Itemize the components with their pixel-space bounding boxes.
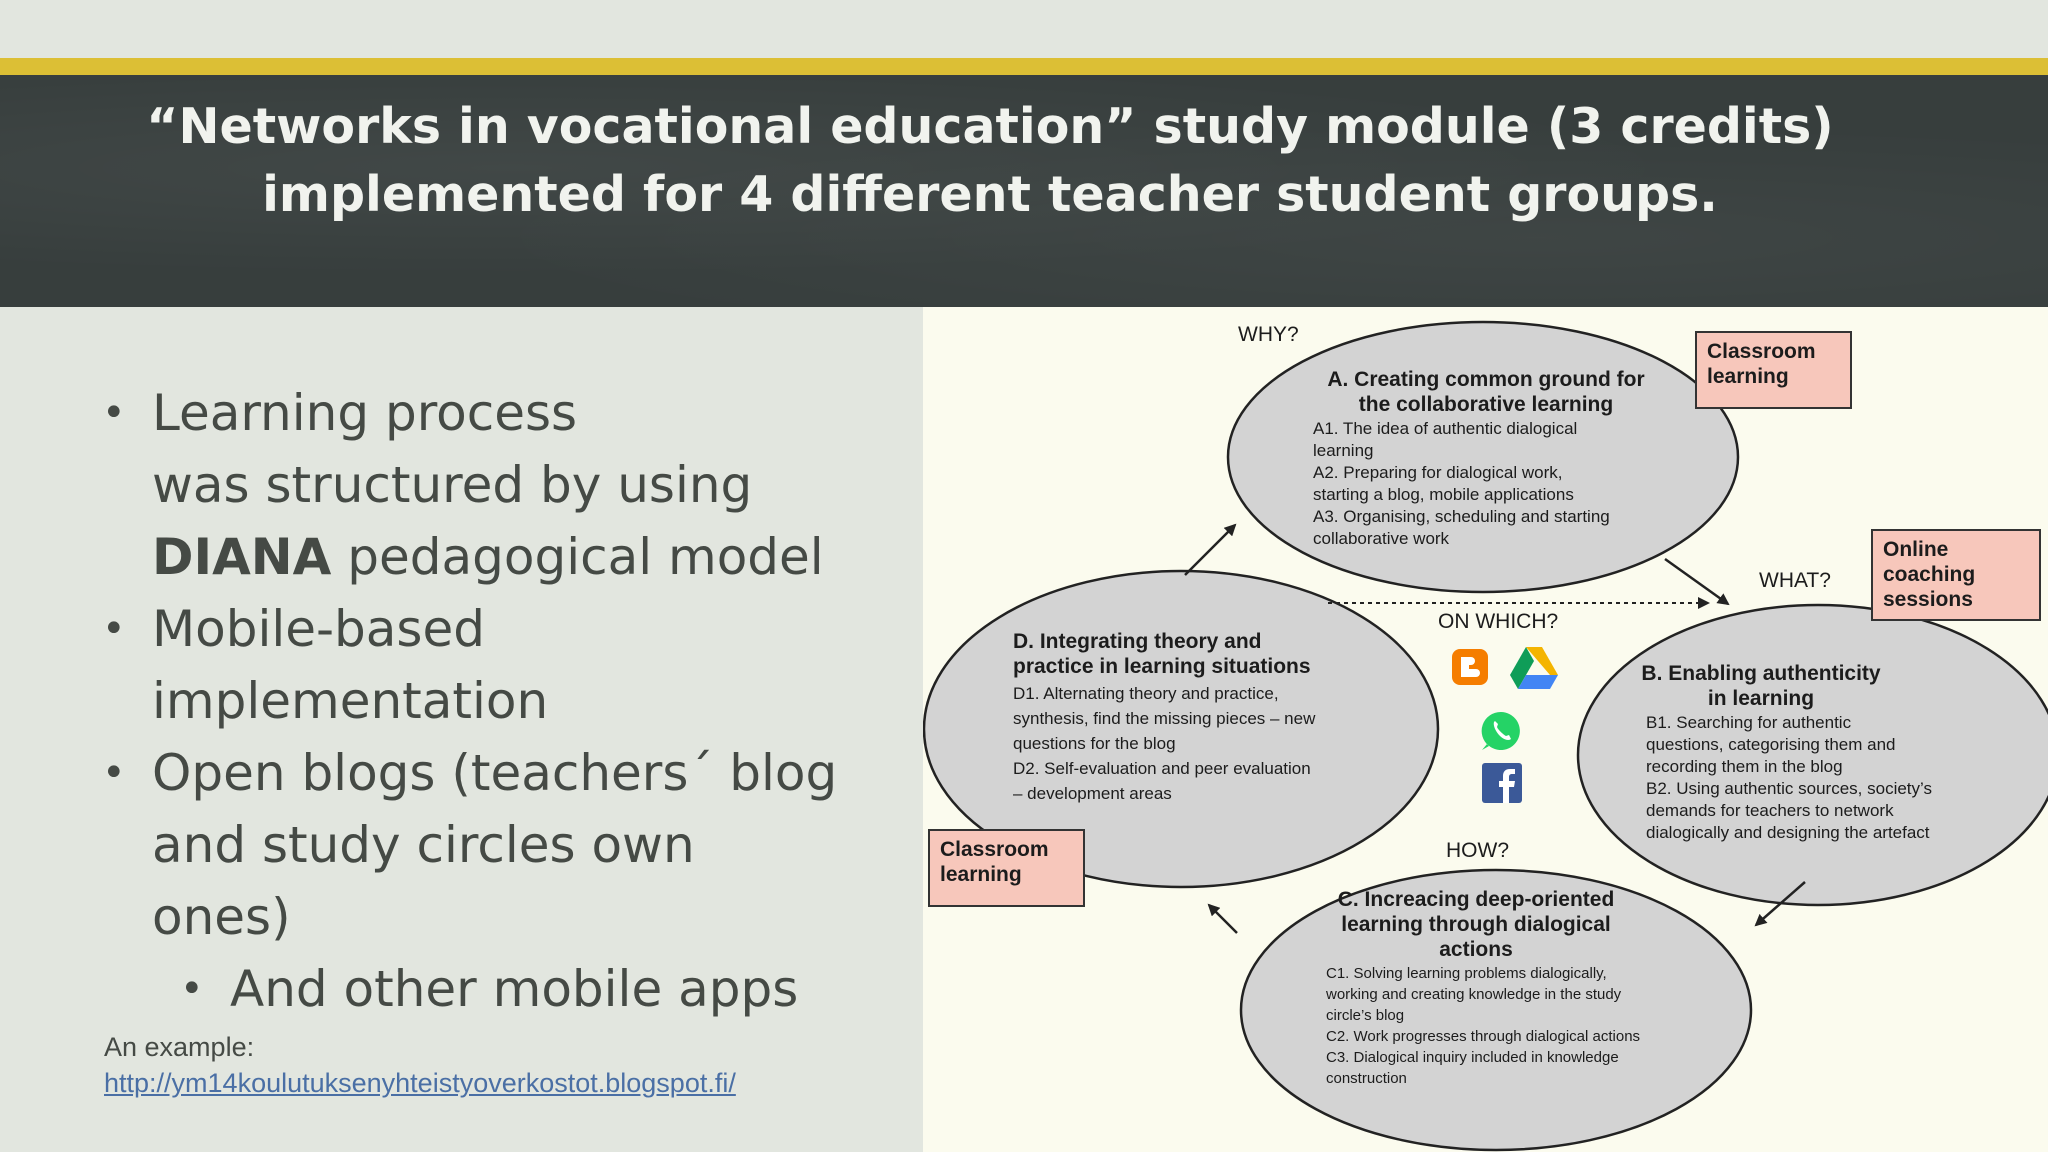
- label-how: HOW?: [1446, 839, 1509, 862]
- bullet-line: Learning process: [152, 384, 578, 442]
- body-line: recording them in the blog: [1646, 757, 1843, 776]
- bullet-item: [102, 593, 922, 737]
- body-line: A3. Organising, scheduling and starting: [1313, 507, 1610, 526]
- title-line: D. Integrating theory and: [1013, 630, 1262, 653]
- bullet-line: Mobile-based: [152, 600, 485, 658]
- label-why: WHY?: [1238, 323, 1299, 346]
- tag-online-coaching: Online coaching sessions: [1871, 529, 2041, 621]
- body-line: questions for the blog: [1013, 734, 1176, 753]
- body-line: B2. Using authentic sources, society’s: [1646, 779, 1932, 798]
- bullet-line: implementation: [152, 672, 549, 730]
- body-line: questions, categorising them and: [1646, 735, 1896, 754]
- bullet-line: And other mobile apps: [230, 960, 799, 1018]
- title-line: learning through dialogical: [1341, 913, 1611, 936]
- facebook-icon: [1482, 763, 1522, 803]
- label-on-which: ON WHICH?: [1438, 610, 1559, 633]
- body-line: construction: [1326, 1070, 1407, 1087]
- bullet-line: Open blogs (teachers´ blog: [152, 744, 838, 802]
- arrow-d-to-a: [1185, 525, 1235, 575]
- top-strip: [0, 0, 2048, 58]
- title-line-2: implemented for 4 different teacher student groups.: [262, 166, 1718, 223]
- body-line: D1. Alternating theory and practice,: [1013, 684, 1279, 703]
- tag-classroom-left: Classroom learning: [928, 829, 1085, 907]
- ellipse-b-title: [1616, 661, 1906, 711]
- gold-accent-bar: [0, 58, 2048, 75]
- bullet-dot-icon: •: [102, 750, 126, 796]
- bullet-dot-icon: •: [102, 606, 126, 652]
- title-line: A. Creating common ground for: [1327, 368, 1645, 391]
- body-line: learning: [1313, 441, 1374, 460]
- left-text-panel: [0, 307, 923, 1152]
- whatsapp-icon: [1479, 709, 1523, 753]
- google-drive-icon: [1509, 645, 1559, 689]
- body-line: A1. The idea of authentic dialogical: [1313, 419, 1578, 438]
- bullet-line: and study circles own: [152, 816, 695, 874]
- slide-title: [130, 93, 1850, 229]
- example-link[interactable]: http://ym14koulutuksenyhteistyoverkostot.blogspot.fi/: [104, 1068, 736, 1098]
- arrow-a-to-b: [1665, 559, 1728, 604]
- bold-term: DIANA: [152, 528, 332, 586]
- label-what: WHAT?: [1759, 569, 1831, 592]
- title-line: in learning: [1707, 687, 1815, 710]
- ellipse-d-title: [1013, 629, 1353, 679]
- bullet-item: [102, 377, 922, 593]
- body-line: A2. Preparing for dialogical work,: [1313, 463, 1563, 482]
- body-line: collaborative work: [1313, 529, 1450, 548]
- body-line: starting a blog, mobile applications: [1313, 485, 1574, 504]
- title-line: practice in learning situations: [1013, 655, 1311, 678]
- body-line: D2. Self-evaluation and peer evaluation: [1013, 759, 1311, 778]
- ellipse-d-body: [1013, 681, 1373, 806]
- body-line: C1. Solving learning problems dialogically,: [1326, 965, 1607, 982]
- body-line: B1. Searching for authentic: [1646, 713, 1852, 732]
- body-line: synthesis, find the missing pieces – new: [1013, 709, 1316, 728]
- body-line: demands for teachers to network: [1646, 801, 1894, 820]
- ellipse-a-title: [1311, 367, 1661, 417]
- sub-bullet-item: [102, 953, 922, 1025]
- bullet-line: was structured by using: [152, 456, 753, 514]
- bullet-line-rest: pedagogical model: [331, 528, 824, 586]
- bullet-dot-icon: •: [102, 390, 126, 436]
- body-line: working and creating knowledge in the study: [1326, 986, 1622, 1003]
- bullet-dot-icon: •: [180, 966, 204, 1012]
- ellipse-c-title: [1306, 887, 1646, 962]
- blogger-icon: [1450, 647, 1490, 687]
- slide-header: [0, 75, 2048, 307]
- bullet-item: [102, 737, 922, 953]
- title-line: actions: [1439, 938, 1513, 961]
- bullet-list: [102, 377, 922, 1025]
- title-line: the collaborative learning: [1358, 393, 1614, 416]
- example-label: An example:: [104, 1032, 255, 1062]
- ellipse-a-body: [1313, 418, 1673, 550]
- ellipse-b-body: [1646, 712, 2016, 844]
- title-line: B. Enabling authenticity: [1641, 662, 1881, 685]
- tag-classroom-top: Classroom learning: [1695, 331, 1852, 409]
- ellipse-c-body: [1326, 963, 1686, 1089]
- arrow-c-to-d: [1209, 905, 1237, 933]
- diana-model-diagram: [923, 307, 2048, 1152]
- body-line: C2. Work progresses through dialogical actions: [1326, 1028, 1641, 1045]
- body-line: C3. Dialogical inquiry included in knowledge: [1326, 1049, 1619, 1066]
- example-block: [104, 1029, 736, 1101]
- bullet-line: [152, 521, 922, 593]
- title-line: C. Increacing deep-oriented: [1337, 888, 1615, 911]
- body-line: – development areas: [1013, 784, 1172, 803]
- bullet-line: ones): [152, 888, 291, 946]
- title-line-1: “Networks in vocational education” study module (3 credits): [146, 98, 1834, 155]
- body-line: dialogically and designing the artefact: [1646, 823, 1930, 842]
- body-line: circle’s blog: [1326, 1007, 1405, 1024]
